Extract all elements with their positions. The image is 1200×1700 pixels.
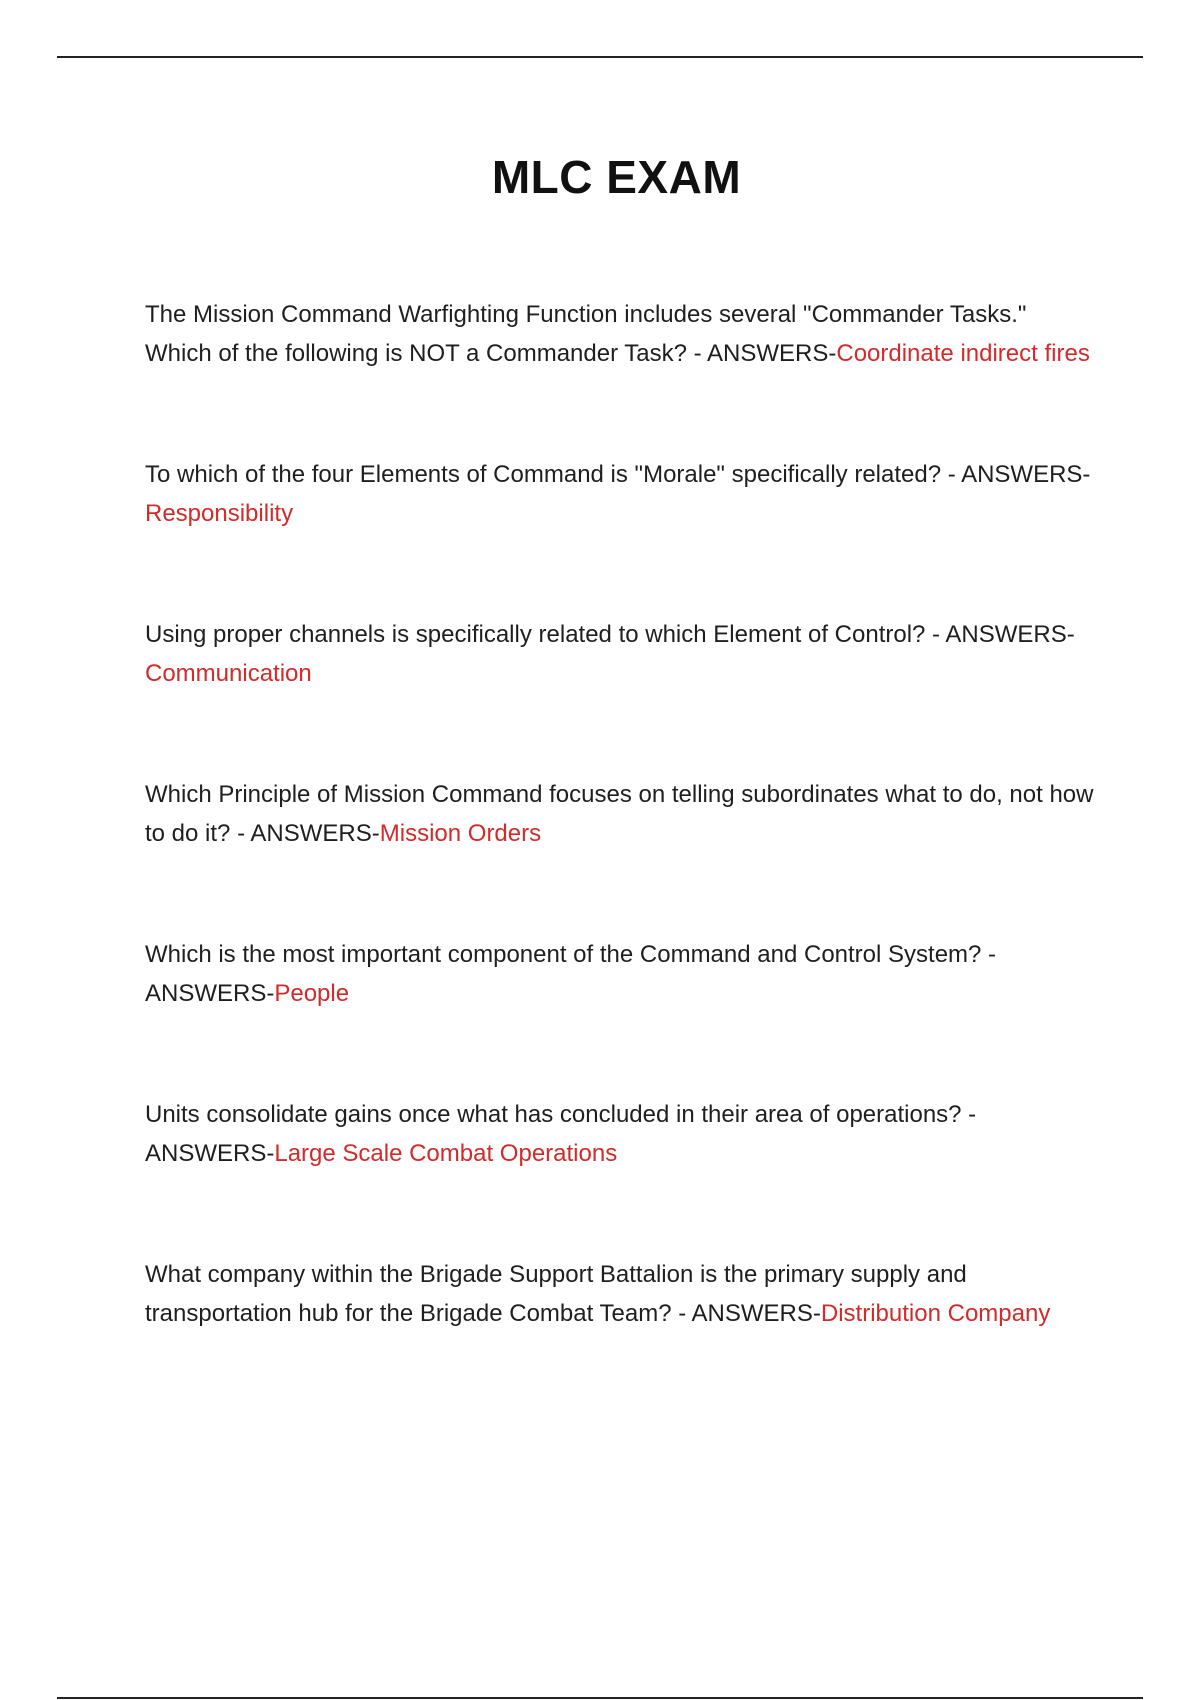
- answer-text: Communication: [145, 659, 312, 687]
- answer-prefix: - ANSWERS-: [230, 819, 380, 847]
- question-text: Units consolidate gains once what has concluded in their area of operations?: [145, 1101, 962, 1128]
- question-text: Which Principle of Mission Command focuses on telling subordinates what to do, not how to do it?: [145, 781, 1094, 847]
- answer-text: Mission Orders: [379, 819, 542, 847]
- answer-prefix: - ANSWERS-: [145, 941, 997, 1007]
- answer-prefix: - ANSWERS-: [925, 621, 1075, 648]
- answer-prefix: - ANSWERS-: [941, 461, 1091, 488]
- question-text: To which of the four Elements of Command is "Morale" specifically related?: [145, 461, 942, 488]
- answer-text: People: [274, 979, 350, 1007]
- answer-prefix: - ANSWERS-: [145, 1101, 977, 1167]
- qa-list: [145, 296, 1095, 1416]
- answer-text: Large Scale Combat Operations: [274, 1139, 618, 1167]
- qa-item: [145, 1256, 1095, 1333]
- question-text: Using proper channels is specifically related to which Element of Control?: [145, 621, 926, 648]
- answer-text: Distribution Company: [820, 1299, 1051, 1327]
- qa-item: [145, 776, 1095, 853]
- qa-item: [145, 936, 1095, 1013]
- question-text: The Mission Command Warfighting Function includes several "Commander Tasks." Which of the following is NOT a Commander Task?: [145, 301, 1027, 367]
- page-title: MLC EXAM: [491, 151, 742, 203]
- top-rule: [57, 56, 1143, 58]
- qa-item: [145, 296, 1095, 373]
- qa-item: [145, 456, 1095, 533]
- answer-prefix: - ANSWERS-: [671, 1299, 821, 1327]
- bottom-rule: [57, 1697, 1143, 1699]
- question-text: Which is the most important component of the Command and Control System?: [145, 941, 982, 968]
- answer-text: Coordinate indirect fires: [836, 339, 1090, 367]
- answer-text: Responsibility: [145, 499, 294, 527]
- answer-prefix: - ANSWERS-: [687, 339, 837, 367]
- qa-item: [145, 1096, 1095, 1173]
- question-text: What company within the Brigade Support Battalion is the primary supply and transportation hub for the Brigade Combat Team?: [145, 1261, 967, 1327]
- qa-item: [145, 616, 1095, 693]
